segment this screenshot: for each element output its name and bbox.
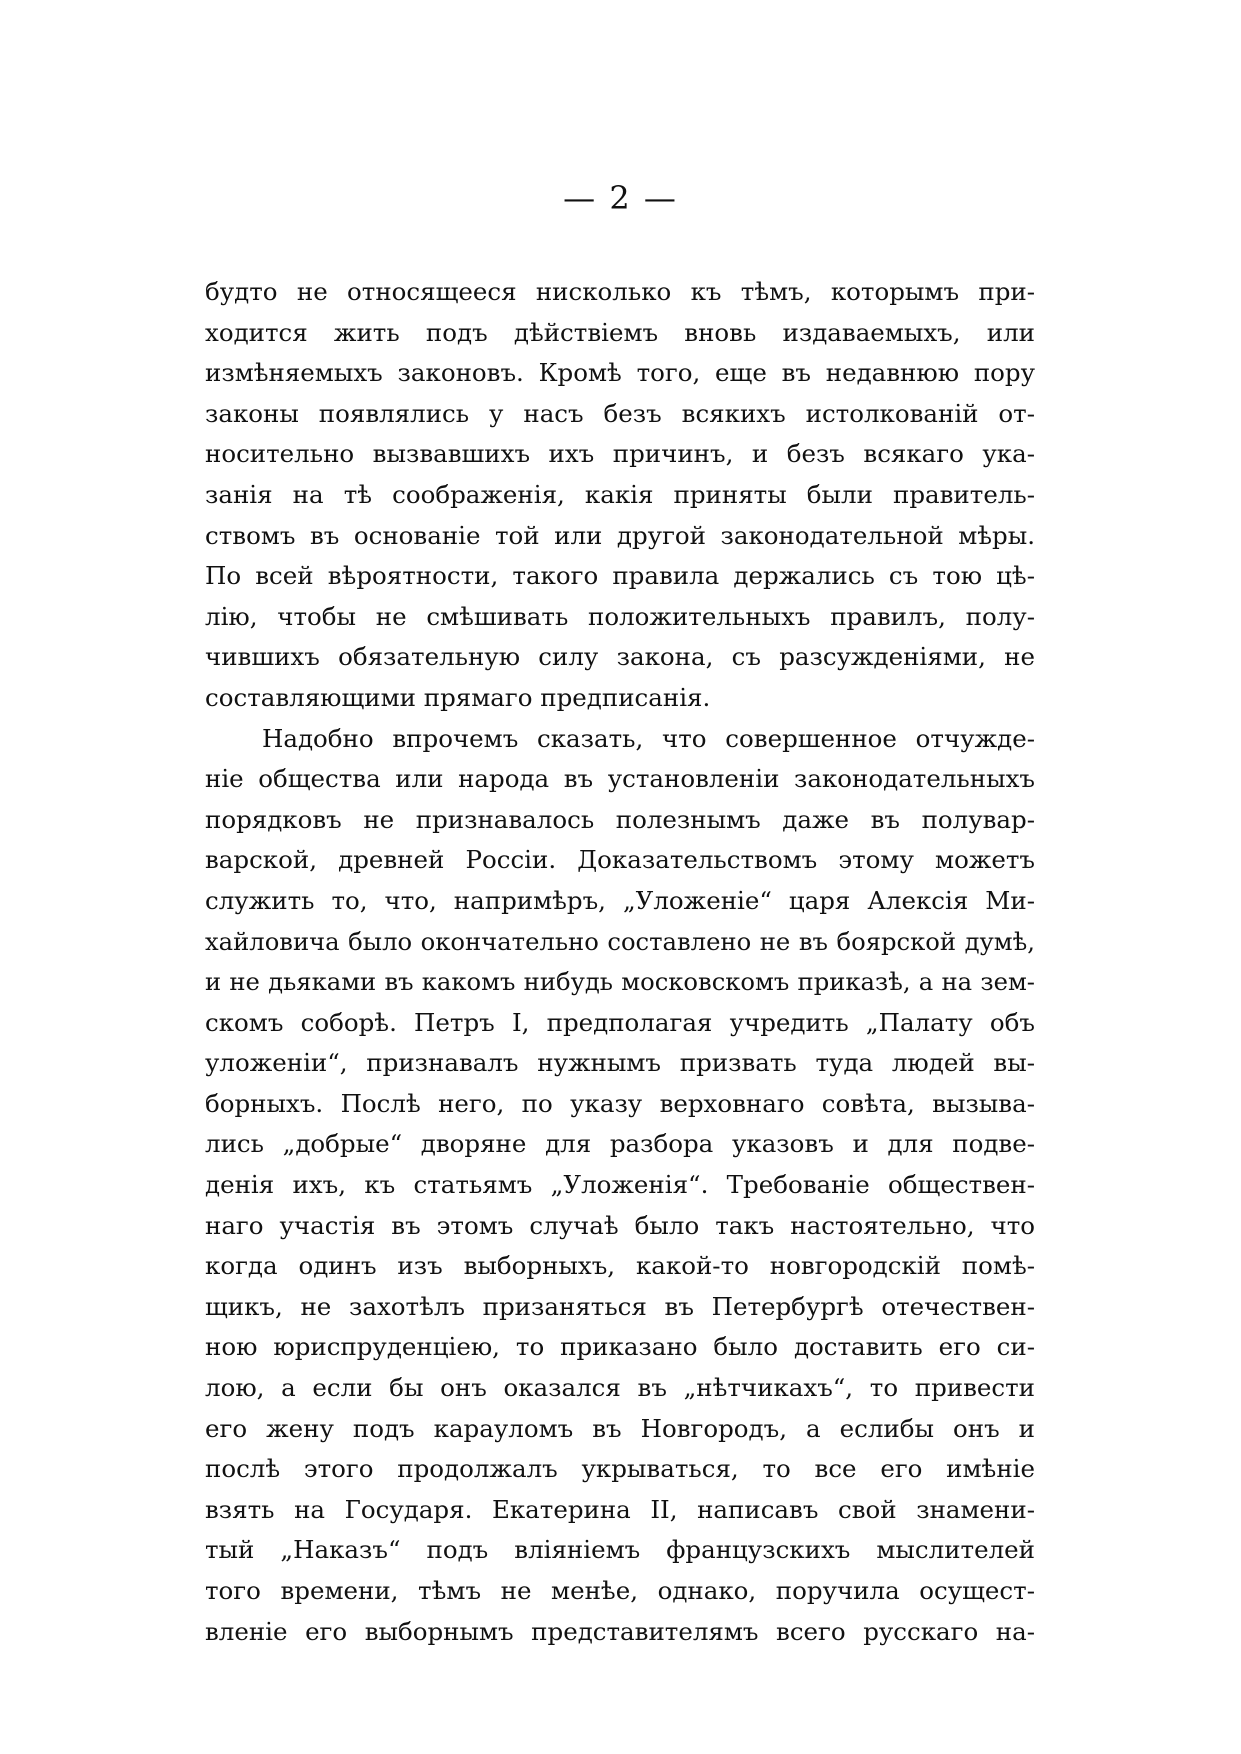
text-line: ною юриспруденціею, то приказано было доставить его си- — [205, 1332, 1035, 1362]
text-line: борныхъ. Послѣ него, по указу верховнаго совѣта, вызыва- — [205, 1088, 1035, 1118]
text-line: взять на Государя. Екатерина II, написавъ свой знамени- — [205, 1494, 1035, 1524]
text-line: Надобно впрочемъ сказать, что совершенное отчужде- — [262, 723, 1035, 753]
text-line: По всей вѣроятности, такого правила держались съ тою цѣ- — [205, 561, 1035, 591]
text-line: его жену подъ карауломъ въ Новгородъ, а еслибы онъ и — [205, 1413, 1035, 1443]
text-line: варской, древней Россіи. Доказательствомъ этому можетъ — [205, 845, 1035, 875]
text-line: лою, а если бы онъ оказался въ „нѣтчикахъ“, то привести — [205, 1373, 1035, 1403]
page-number: — 2 — — [563, 179, 678, 217]
text-line: лись „добрые“ дворяне для разбора указовъ и для подве- — [205, 1129, 1035, 1159]
text-line: порядковъ не признавалось полезнымъ даже въ полувар- — [205, 804, 1035, 834]
text-line: ходится жить подъ дѣйствіемъ вновь издаваемыхъ, или — [205, 317, 1035, 347]
text-line: тый „Наказъ“ подъ вліяніемъ французскихъ мыслителей — [205, 1535, 1035, 1565]
text-line: вленіе его выборнымъ представителямъ всего русскаго на- — [205, 1616, 1035, 1646]
text-line: носительно вызвавшихъ ихъ причинъ, и безъ всякаго ука- — [205, 439, 1035, 469]
text-line: будто не относящееся нисколько къ тѣмъ, которымъ при- — [205, 277, 1035, 306]
text-line: щикъ, не захотѣлъ призаняться въ Петербургѣ отечествен- — [205, 1291, 1035, 1321]
text-line: составляющими прямаго предписанія. — [205, 682, 711, 712]
text-line: ствомъ въ основаніе той или другой законодательной мѣры. — [205, 520, 1035, 550]
text-line: законы появлялись у насъ безъ всякихъ истолкованій от- — [205, 398, 1035, 428]
text-line: и не дьяками въ какомъ нибудь московскомъ приказѣ, а на зем- — [205, 967, 1035, 997]
text-line: уложеніи“, признавалъ нужнымъ призвать туда людей вы- — [205, 1048, 1035, 1078]
body-text — [205, 272, 1035, 1652]
text-line: лію, чтобы не смѣшивать положительныхъ правилъ, полу- — [205, 601, 1035, 631]
text-line: наго участія въ этомъ случаѣ было такъ настоятельно, что — [205, 1210, 1035, 1240]
text-line: чившихъ обязательную силу закона, съ разсужденіями, не — [205, 642, 1035, 672]
paragraph-1 — [205, 272, 1035, 719]
text-line: служить то, что, напримѣръ, „Уложеніе“ царя Алексія Ми- — [205, 885, 1035, 915]
text-line: измѣняемыхъ законовъ. Кромѣ того, еще въ недавнюю пору — [205, 358, 1035, 388]
text-line: когда одинъ изъ выборныхъ, какой-то новгородскій помѣ- — [205, 1251, 1035, 1281]
text-line: ніе общества или народа въ установленіи законодательныхъ — [205, 764, 1035, 794]
paragraph-2 — [205, 719, 1035, 1653]
text-line: того времени, тѣмъ не менѣе, однако, поручила осущест- — [205, 1576, 1035, 1605]
text-line: занія на тѣ соображенія, какія приняты были правитель- — [205, 479, 1035, 509]
text-line: послѣ этого продолжалъ укрываться, то все его имѣніе — [205, 1454, 1035, 1484]
text-line: хайловича было окончательно составлено не въ боярской думѣ, — [205, 926, 1035, 956]
text-line: денія ихъ, къ статьямъ „Уложенія“. Требованіе обществен- — [205, 1170, 1035, 1200]
text-line: скомъ соборѣ. Петръ I, предполагая учредить „Палату объ — [205, 1007, 1035, 1037]
